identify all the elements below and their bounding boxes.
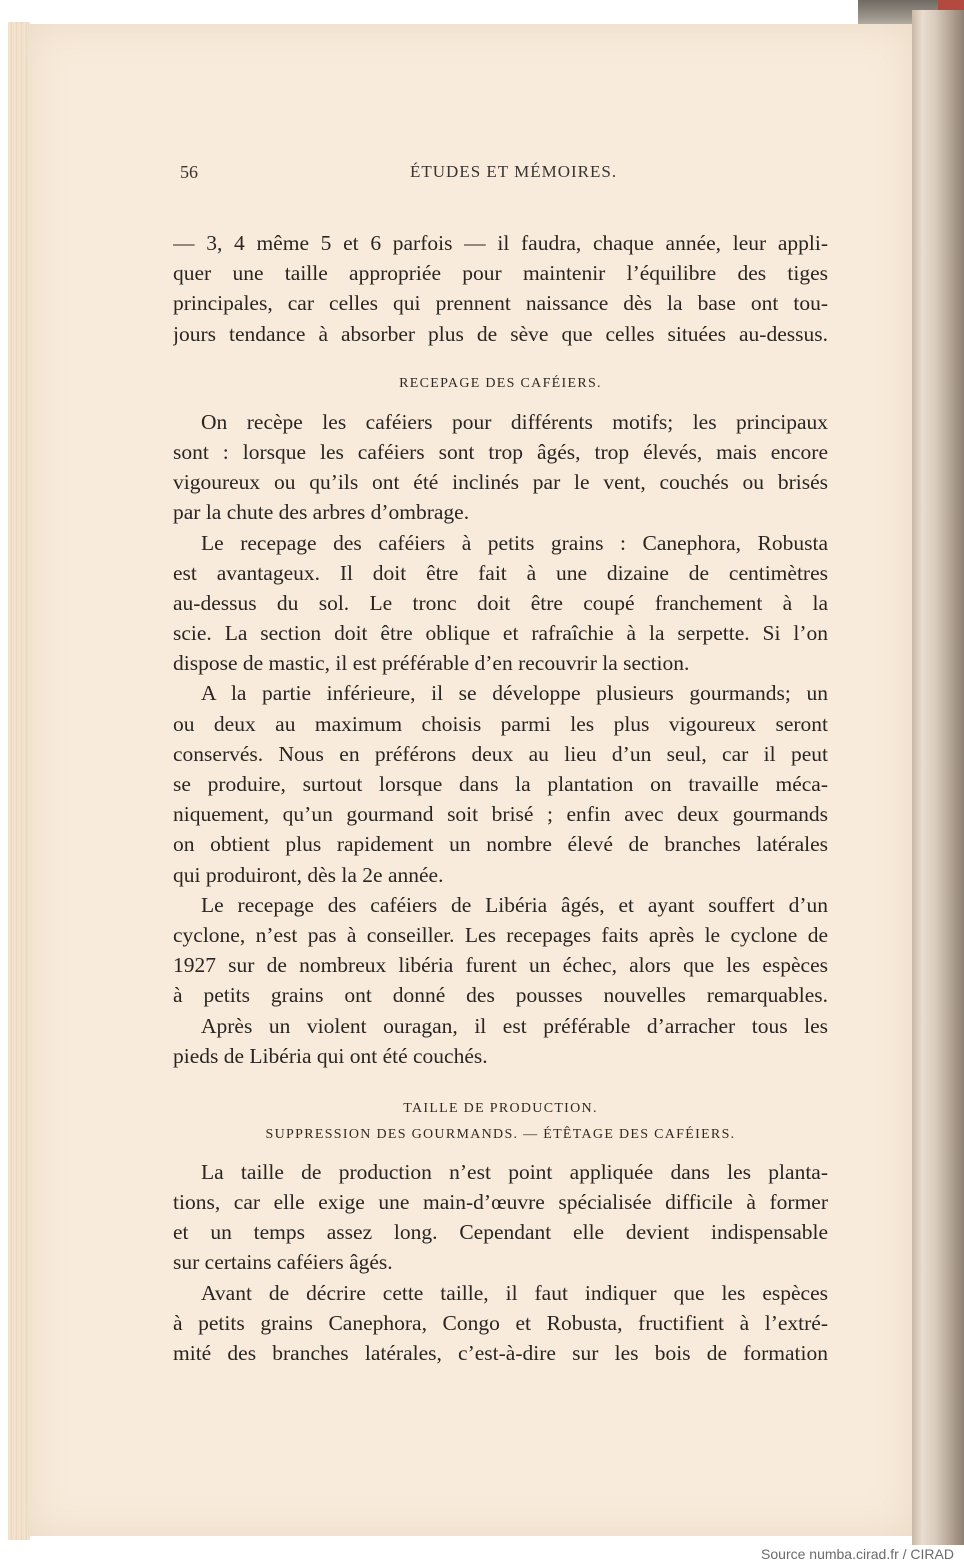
text-line: qui produiront, dès la 2e année. [173,862,444,887]
section-heading-taille: TAILLE DE PRODUCTION. [403,1100,598,1116]
text-line: jours tendance à absorber plus de sève que celles situées au-dessus. [173,321,828,346]
paragraph-continuation [173,228,828,349]
text-line: sur certains caféiers âgés. [173,1250,393,1275]
text-line: on obtient plus rapidement un nombre élevé de branches latérales [173,832,828,857]
text-line: La taille de production n’est point appliquée dans les planta- [201,1159,828,1184]
paragraph [173,890,828,1011]
paragraph [173,1011,828,1071]
text-line: tions, car elle exige une main-d’œuvre spécialisée difficile à former [173,1190,828,1215]
text-line: Après un violent ouragan, il est préférable d’arracher tous les [201,1013,828,1038]
text-line: — 3, 4 même 5 et 6 parfois — il faudra, chaque année, leur appli- [173,231,828,255]
book-binding [912,10,964,1545]
text-line: quer une taille appropriée pour maintenir l’équilibre des tiges [173,261,828,286]
text-line: niquement, qu’un gourmand soit brisé ; enfin avec deux gourmands [173,802,828,827]
text-line: à petits grains Canephora, Congo et Robusta, fructifient à l’extré- [173,1310,828,1335]
paragraph [173,678,828,889]
text-line: A la partie inférieure, il se développe plusieurs gourmands; un [201,681,828,706]
text-line: ou deux au maximum choisis parmi les plus vigoureux seront [173,711,828,736]
text-line: principales, car celles qui prennent naissance dès la base ont tou- [173,291,828,316]
page-text [173,228,828,1368]
paragraph [173,1278,828,1369]
text-line: pieds de Libéria qui ont été couchés. [173,1043,488,1068]
running-head: ÉTUDES ET MÉMOIRES. [410,162,618,181]
text-line: dispose de mastic, il est préférable d’en recouvrir la section. [173,651,690,676]
text-line: Le recepage des caféiers de Libéria âgés, et ayant souffert d’un [201,892,828,917]
page-edges [8,22,30,1540]
paragraph [173,1157,828,1278]
text-line: à petits grains ont donné des pousses nouvelles remarquables. [173,983,828,1008]
text-line: se produire, surtout lorsque dans la plantation on travaille méca- [173,772,828,796]
text-line: conservés. Nous en préférons deux au lieu d’un seul, car il peut [173,741,828,766]
text-line: vigoureux ou qu’ils ont été inclinés par le vent, couchés ou brisés [173,470,828,495]
text-line: est avantageux. Il doit être fait à une dizaine de centimètres [173,560,828,585]
text-line: 1927 sur de nombreux libéria furent un échec, alors que les espèces [173,953,828,978]
section-heading-recepage: RECEPAGE DES CAFÉIERS. [399,375,602,391]
paragraph [173,407,828,528]
page-number: 56 [180,162,198,182]
source-credit: Source numba.cirad.fr / CIRAD [761,1546,954,1562]
text-line: mité des branches latérales, c’est-à-dire sur les bois de formation [173,1341,828,1365]
text-line: et un temps assez long. Cependant elle devient indispensable [173,1220,828,1245]
text-line: On recèpe les caféiers pour différents motifs; les principaux [201,409,828,434]
text-line: Le recepage des caféiers à petits grains : Canephora, Robusta [201,530,828,555]
text-line: scie. La section doit être oblique et rafraîchie à la serpette. Si l’on [173,621,828,646]
section-subheading-suppression: SUPPRESSION DES GOURMANDS. — ÉTÊTAGE DES CAFÉIERS. [265,1126,736,1142]
text-line: au-dessus du sol. Le tronc doit être coupé franchement à la [173,590,828,615]
text-line: Avant de décrire cette taille, il faut indiquer que les espèces [201,1280,828,1305]
text-line: cyclone, n’est pas à conseiller. Les recepages faits après le cyclone de [173,922,828,947]
text-line: sont : lorsque les caféiers sont trop âgés, trop élevés, mais encore [173,439,828,464]
text-line: par la chute des arbres d’ombrage. [173,500,470,525]
paragraph [173,528,828,679]
